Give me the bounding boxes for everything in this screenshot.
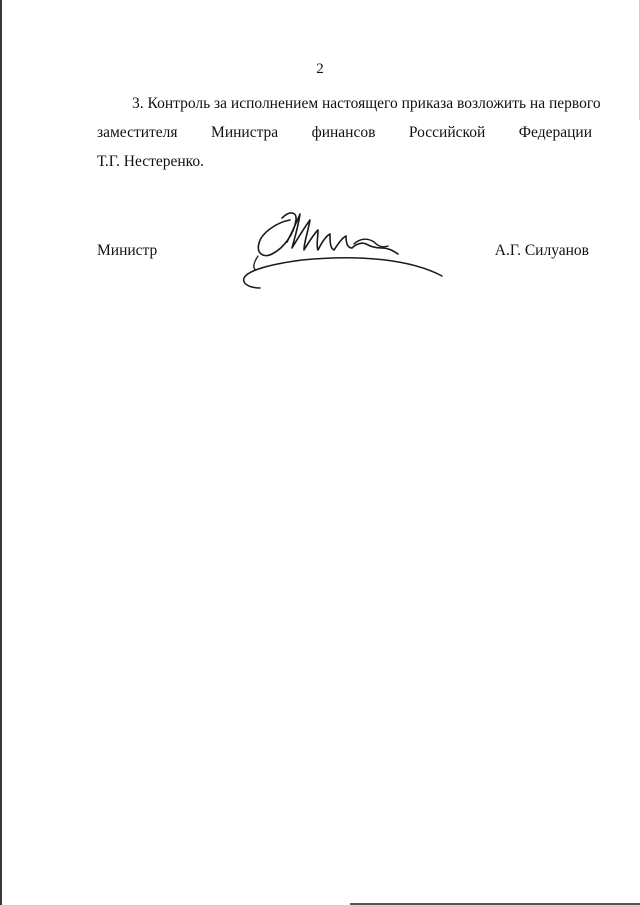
paragraph-line-1: 3. Контроль за исполнением настоящего приказа возложить на первого	[132, 95, 601, 112]
paragraph-line-2	[97, 118, 592, 147]
word: Федерации	[518, 124, 592, 141]
handwritten-signature-icon	[232, 198, 452, 298]
scan-edge-left	[0, 0, 2, 905]
word: заместителя	[97, 124, 178, 141]
word: финансов	[311, 124, 376, 141]
word: Министра	[211, 124, 279, 141]
signatory-role: Министр	[97, 242, 158, 259]
word: Российской	[408, 124, 486, 141]
paragraph-line-3: Т.Г. Нестеренко.	[97, 153, 205, 170]
paragraph	[97, 89, 601, 176]
signatory-name: А.Г. Силуанов	[494, 242, 589, 259]
page-number: 2	[316, 61, 324, 77]
